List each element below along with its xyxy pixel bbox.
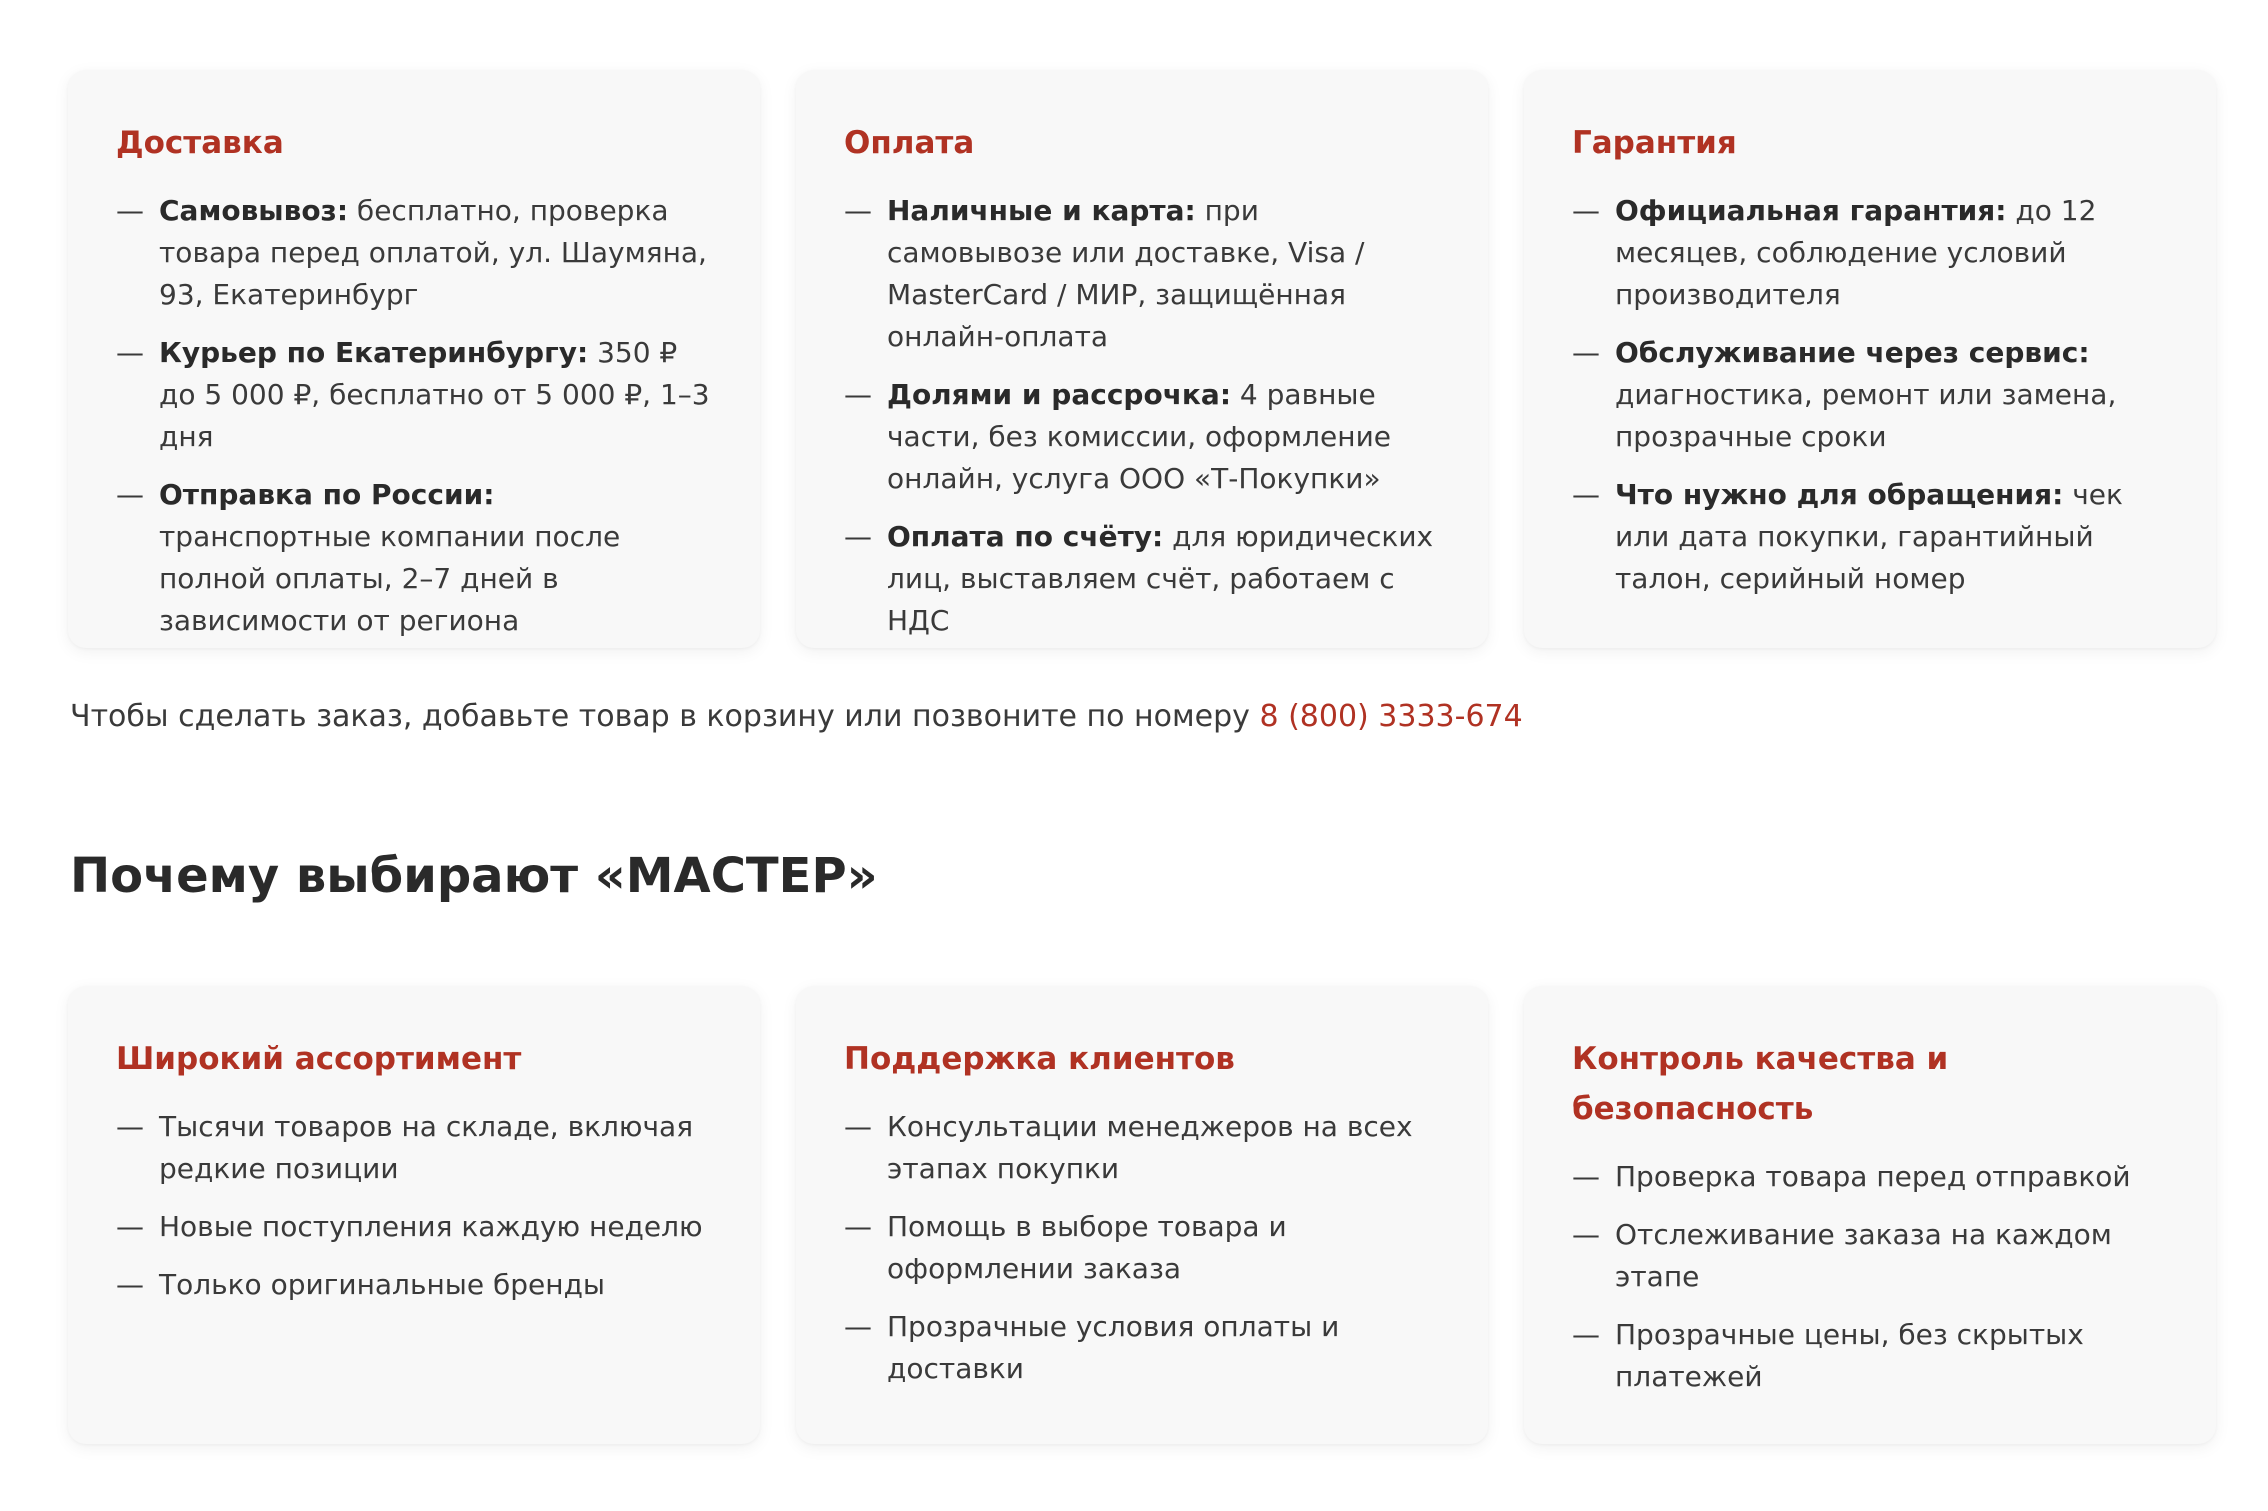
item-term: Обслуживание через сервис: <box>1615 336 2090 369</box>
list-item <box>1572 1314 2170 1398</box>
item-text: 4 равные части, без комиссии, оформление онлайн, услуга ООО «Т-Покупки» <box>887 378 1391 495</box>
payment-card <box>796 70 1488 648</box>
dash-marker: — <box>1572 478 1600 511</box>
item-text: Проверка товара перед отправкой <box>1615 1160 2131 1193</box>
order-note <box>70 696 2200 738</box>
item-text: Только оригинальные бренды <box>159 1268 606 1301</box>
card-title: Широкий ассортимент <box>116 1041 522 1077</box>
item-text: Помощь в выборе товара и оформлении заказа <box>887 1210 1287 1285</box>
dash-marker: — <box>1572 1318 1600 1351</box>
item-text: Тысячи товаров на складе, включая редкие позиции <box>159 1110 694 1185</box>
item-term: Долями и рассрочка: <box>887 378 1232 411</box>
warranty-card <box>1524 70 2216 648</box>
list-item <box>116 474 714 642</box>
card-title: Поддержка клиентов <box>844 1041 1235 1077</box>
list-item <box>116 1106 714 1190</box>
quality-card <box>1524 986 2216 1444</box>
item-term: Наличные и карта: <box>887 194 1196 227</box>
card-list <box>844 190 1442 642</box>
card-list <box>1572 1156 2170 1398</box>
list-item <box>844 1106 1442 1190</box>
dash-marker: — <box>116 1110 144 1143</box>
dash-marker: — <box>844 520 872 553</box>
info-cards <box>68 70 2200 648</box>
item-text: Отслеживание заказа на каждом этапе <box>1615 1218 2112 1293</box>
card-title: Оплата <box>844 125 975 161</box>
why-cards <box>68 986 2200 1444</box>
dash-marker: — <box>116 1268 144 1301</box>
list-item <box>1572 474 2170 600</box>
card-list <box>1572 190 2170 600</box>
assortment-card <box>68 986 760 1444</box>
list-item <box>116 190 714 316</box>
dash-marker: — <box>116 478 144 511</box>
item-term: Курьер по Екатеринбургу: <box>159 336 589 369</box>
dash-marker: — <box>1572 336 1600 369</box>
item-text: Консультации менеджеров на всех этапах покупки <box>887 1110 1413 1185</box>
list-item <box>116 332 714 458</box>
item-text: диагностика, ремонт или замена, прозрачные сроки <box>1615 378 2117 453</box>
item-text: до 12 месяцев, соблюдение условий производителя <box>1615 194 2097 311</box>
item-text: Новые поступления каждую неделю <box>159 1210 703 1243</box>
dash-marker: — <box>1572 1160 1600 1193</box>
item-term: Оплата по счёту: <box>887 520 1164 553</box>
item-text: для юридических лиц, выставляем счёт, работаем с НДС <box>887 520 1434 637</box>
item-term: Отправка по России: <box>159 478 495 511</box>
card-list <box>116 190 714 642</box>
item-term: Официальная гарантия: <box>1615 194 2007 227</box>
dash-marker: — <box>116 336 144 369</box>
list-item <box>844 1306 1442 1390</box>
item-text: бесплатно, проверка товара перед оплатой, ул. Шаумяна, 93, Екатеринбург <box>159 194 707 311</box>
card-title: Контроль качества и безопасность <box>1572 1041 1949 1127</box>
item-text: при самовывозе или доставке, Visa / MasterCard / МИР, защищённая онлайн-оплата <box>887 194 1365 353</box>
section-title: Почему выбирают «МАСТЕР» <box>70 848 878 904</box>
order-note-text: Чтобы сделать заказ, добавьте товар в корзину или позвоните по номеру <box>70 699 1260 734</box>
list-item <box>844 374 1442 500</box>
dash-marker: — <box>1572 1218 1600 1251</box>
list-item <box>844 190 1442 358</box>
item-text: 350 ₽ до 5 000 ₽, бесплатно от 5 000 ₽, 1–3 дня <box>159 336 710 453</box>
dash-marker: — <box>844 1310 872 1343</box>
list-item <box>1572 190 2170 316</box>
item-term: Что нужно для обращения: <box>1615 478 2064 511</box>
dash-marker: — <box>844 194 872 227</box>
dash-marker: — <box>844 1110 872 1143</box>
list-item <box>844 516 1442 642</box>
dash-marker: — <box>844 1210 872 1243</box>
card-title: Гарантия <box>1572 125 1737 161</box>
list-item <box>116 1206 714 1248</box>
list-item <box>844 1206 1442 1290</box>
item-text: Прозрачные условия оплаты и доставки <box>887 1310 1340 1385</box>
dash-marker: — <box>844 378 872 411</box>
list-item <box>1572 332 2170 458</box>
phone-link[interactable]: 8 (800) 3333-674 <box>1259 699 1523 734</box>
delivery-card <box>68 70 760 648</box>
list-item <box>1572 1156 2170 1198</box>
dash-marker: — <box>1572 194 1600 227</box>
support-card <box>796 986 1488 1444</box>
card-list <box>844 1106 1442 1390</box>
item-text: Прозрачные цены, без скрытых платежей <box>1615 1318 2084 1393</box>
card-list <box>116 1106 714 1306</box>
list-item <box>1572 1214 2170 1298</box>
dash-marker: — <box>116 1210 144 1243</box>
item-text: чек или дата покупки, гарантийный талон, серийный номер <box>1615 478 2123 595</box>
dash-marker: — <box>116 194 144 227</box>
card-title: Доставка <box>116 125 284 161</box>
item-term: Самовывоз: <box>159 194 349 227</box>
list-item <box>116 1264 714 1306</box>
item-text: транспортные компании после полной оплаты, 2–7 дней в зависимости от региона <box>159 520 621 637</box>
